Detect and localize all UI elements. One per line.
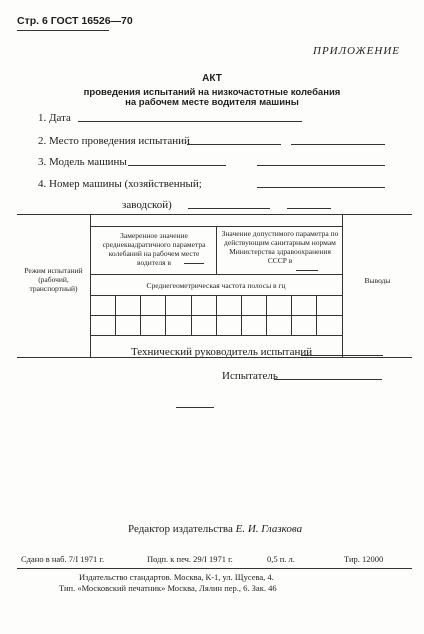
freq-row-divider — [90, 335, 342, 336]
model-line-2 — [257, 165, 385, 166]
publisher-line1: Издательство стандартов. Москва, К-1, ул. Щусева, 4. — [79, 572, 274, 582]
imprint-rule — [17, 568, 412, 569]
end-rule — [176, 407, 214, 408]
tester-label: Испытатель — [222, 370, 278, 382]
imprint-sent: Сдано в наб. 7/I 1971 г. — [21, 554, 105, 564]
act-subtitle-line1: проведения испытаний на низкочастотные колебания — [83, 87, 341, 98]
page-header: Стр. 6 ГОСТ 16526—70 — [17, 15, 133, 27]
act-title: АКТ — [202, 73, 222, 84]
act-subtitle-line2: на рабочем месте водителя машины — [125, 97, 299, 108]
model-label: 3. Модель машины — [38, 156, 127, 168]
table-top-border — [17, 214, 412, 215]
measured-header: Замеренное значение среднеквадратичного параметра колебаний на рабочем месте водителя в — [102, 231, 206, 267]
table-hline-header — [90, 226, 342, 227]
imprint-volume: 0,5 п. л. — [267, 554, 295, 564]
table-vline-conclusions — [342, 214, 343, 357]
editor-line — [128, 523, 302, 535]
tech-lead-line — [301, 355, 383, 356]
tester-line — [274, 379, 382, 380]
place-label: 2. Место проведения испытаний — [38, 135, 190, 147]
editor-name: Е. И. Глазкова — [235, 523, 303, 535]
date-label: 1. Дата — [38, 112, 71, 124]
allowed-header: Значение допустимого параметра по действующим санитарным нормам Министерства здравоохранения СССР в — [221, 229, 339, 265]
table-vline-mid — [216, 226, 217, 274]
editor-label: Редактор издательства — [128, 523, 233, 535]
header-rule — [17, 30, 109, 31]
conclusions-header: Выводы — [364, 276, 391, 285]
frequency-header: Среднегеометрическая частота полосы в гц — [146, 281, 286, 290]
mode-header: Режим испытаний (рабочий, транспортный) — [24, 266, 83, 293]
allowed-unit-line — [296, 270, 318, 271]
imprint-signed: Подп. к печ. 29/I 1971 г. — [147, 554, 233, 564]
place-line-2 — [291, 144, 385, 145]
factory-line-2 — [287, 208, 331, 209]
publisher-line2: Тип. «Московский печатник» Москва, Лялин пер., 6. Зак. 46 — [59, 583, 277, 593]
measured-unit-line — [184, 263, 204, 264]
factory-label: заводской) — [122, 199, 172, 211]
date-line — [78, 121, 302, 122]
number-line — [257, 187, 385, 188]
appendix-label: ПРИЛОЖЕНИЕ — [313, 45, 400, 57]
place-line-1 — [187, 144, 281, 145]
tech-lead-label: Технический руководитель испытаний — [131, 346, 313, 358]
table-hline-freq-top — [90, 274, 342, 275]
imprint-run: Тир. 12000 — [344, 554, 384, 564]
factory-line-1 — [188, 208, 270, 209]
freq-row-divider — [90, 315, 342, 316]
number-label: 4. Номер машины (хозяйственный; — [38, 178, 202, 190]
model-line-1 — [128, 165, 226, 166]
